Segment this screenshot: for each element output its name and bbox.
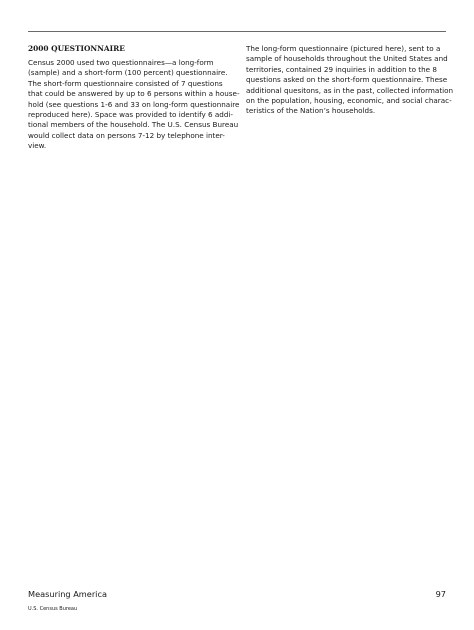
left-column (28, 44, 246, 152)
right-column (246, 44, 454, 117)
text-line: Census 2000 used two questionnaires—a long-form (28, 58, 214, 67)
text-line: The short-form questionnaire consisted of 7 questions (28, 78, 223, 88)
text-line: hold (see questions 1-6 and 33 on long-form questionnaire (28, 99, 240, 109)
page-number: 97 (435, 589, 446, 599)
text-line: that could be answered by up to 6 persons within a house- (28, 89, 240, 99)
left-paragraph (28, 58, 246, 152)
text-line: (sample) and a short-form (100 percent) questionnaire. (28, 68, 228, 78)
text-line: additional quesitons, as in the past, collected information (246, 85, 454, 95)
text-line: sample of households throughout the United States and (246, 54, 448, 64)
text-line: questions asked on the short-form questionnaire. These (246, 75, 448, 85)
right-paragraph (246, 44, 454, 117)
text-line: The long-form questionnaire (pictured here), sent to a (246, 44, 441, 53)
text-line: reproduced here). Space was provided to identify 6 addi- (28, 110, 233, 120)
text-line: tional members of the household. The U.S. Census Bureau (28, 120, 239, 130)
text-line: would collect data on persons 7-12 by telephone inter- (28, 130, 225, 140)
publisher-name: U.S. Census Bureau (28, 606, 78, 612)
text-line: teristics of the Nation’s households. (246, 106, 376, 116)
text-line: on the population, housing, economic, and social charac- (246, 96, 452, 106)
footer-title: Measuring America (28, 589, 107, 599)
section-heading: 2000 QUESTIONNAIRE (28, 44, 125, 53)
text-line: view. (28, 141, 47, 151)
top-rule (28, 31, 446, 32)
text-line: territories, contained 29 inquiries in addition to the 8 (246, 64, 437, 74)
